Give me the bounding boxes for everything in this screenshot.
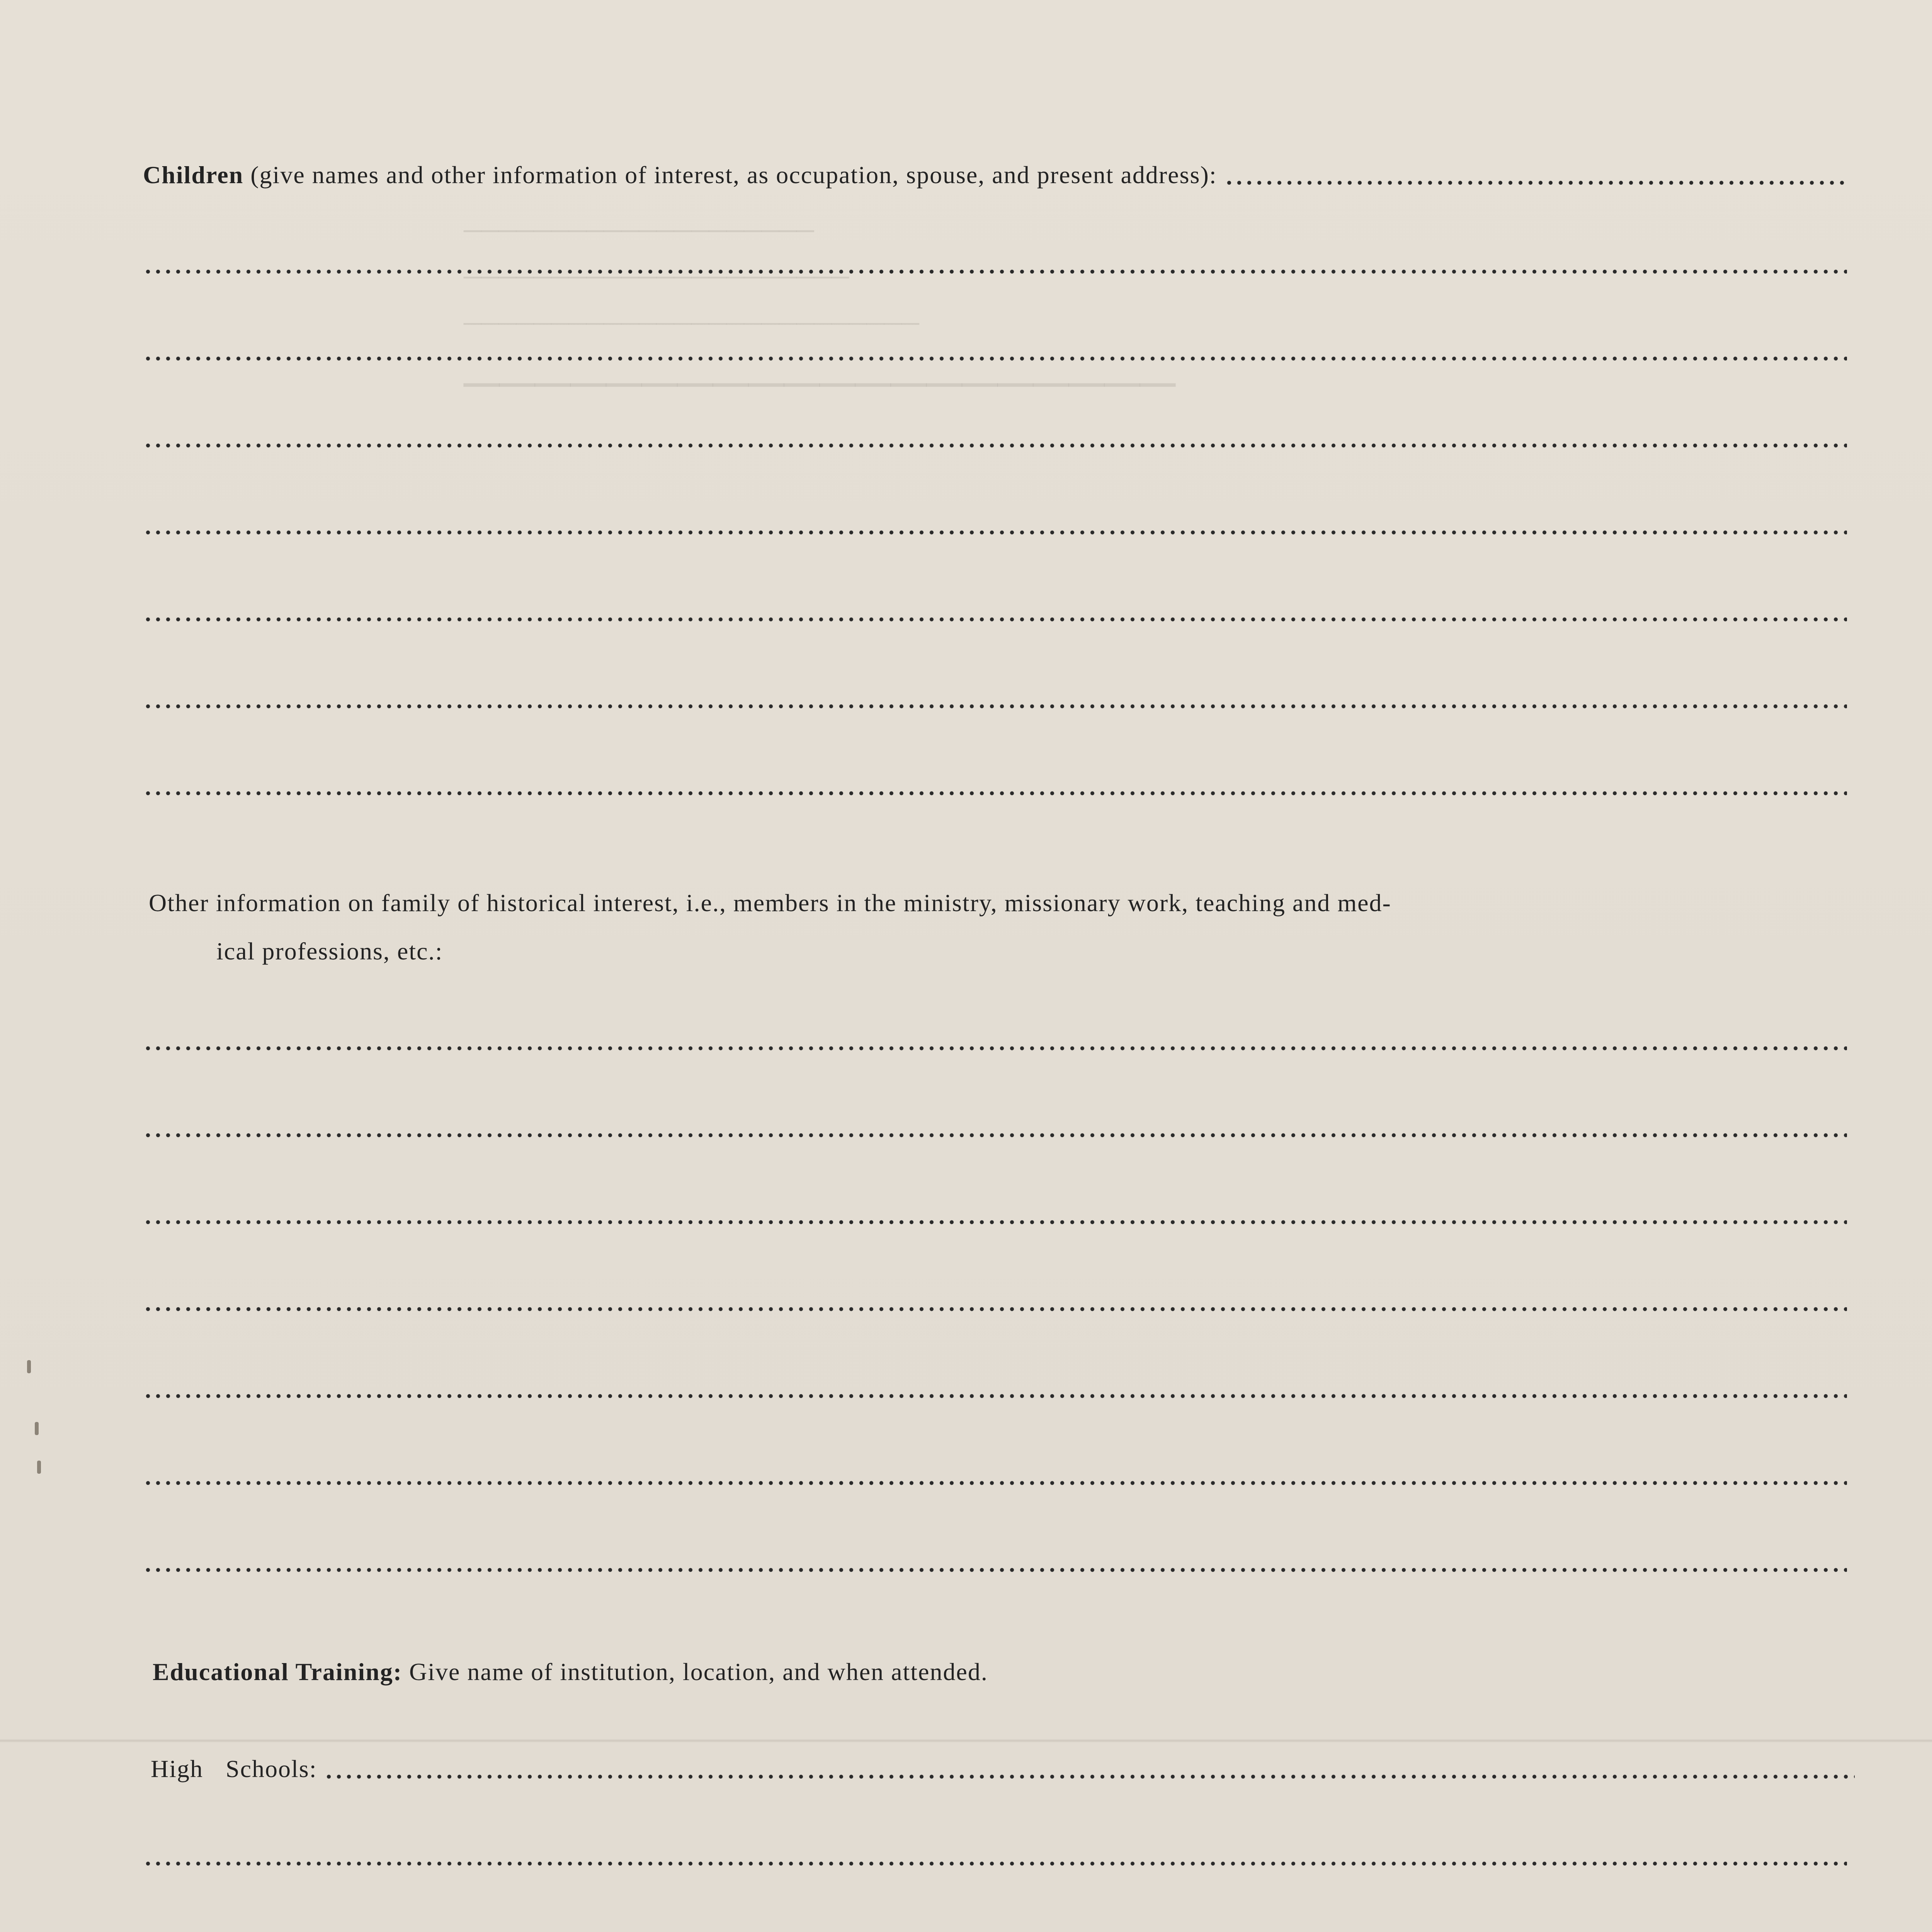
children-answer-line[interactable] — [143, 591, 1847, 626]
children-answer-line[interactable] — [143, 678, 1847, 713]
education-heading: Educational Training: — [153, 1658, 402, 1685]
other-info-answer-line[interactable] — [143, 1455, 1847, 1490]
children-answer-line[interactable] — [143, 243, 1847, 278]
children-label — [143, 161, 1224, 189]
punch-mark — [27, 1360, 31, 1373]
other-info-label-cont: ical professions, etc.: — [216, 937, 443, 965]
other-info-label: Other information on family of historical interest, i.e., members in the ministry, missionary work, teaching and med- — [149, 889, 1391, 917]
other-info-answer-line[interactable] — [143, 1368, 1847, 1403]
high-schools-field[interactable] — [151, 1748, 1855, 1783]
high-schools-answer-line[interactable] — [143, 1835, 1847, 1870]
children-answer-line[interactable] — [143, 330, 1847, 365]
other-info-answer-line[interactable] — [143, 1194, 1847, 1229]
answer-dotted-line — [324, 1774, 1855, 1779]
education-heading-line — [153, 1658, 1853, 1686]
other-info-answer-line[interactable] — [143, 1020, 1847, 1055]
children-field[interactable] — [143, 155, 1847, 189]
other-info-answer-line[interactable] — [143, 1542, 1847, 1577]
bleed-through-texture: ──────────────────── ────────────────────────── ────────────────────── ──────────────────── — [464, 218, 1176, 414]
paper-fold — [0, 1739, 1932, 1743]
high-schools-label: High Schools: — [151, 1755, 317, 1782]
punch-mark — [37, 1461, 41, 1474]
high-schools-answer-line[interactable] — [143, 1918, 1847, 1932]
children-answer-line[interactable] — [143, 765, 1847, 800]
children-instruction: (give names and other information of interest, as occupation, spouse, and present address): — [250, 161, 1217, 189]
children-heading: Children — [143, 161, 244, 189]
children-answer-line[interactable] — [143, 417, 1847, 452]
punch-mark — [35, 1422, 39, 1435]
answer-dotted-line — [1224, 180, 1847, 185]
other-info-answer-line[interactable] — [143, 1281, 1847, 1316]
education-instruction: Give name of institution, location, and when attended. — [409, 1658, 988, 1685]
children-answer-line[interactable] — [143, 504, 1847, 539]
other-info-answer-line[interactable] — [143, 1107, 1847, 1142]
